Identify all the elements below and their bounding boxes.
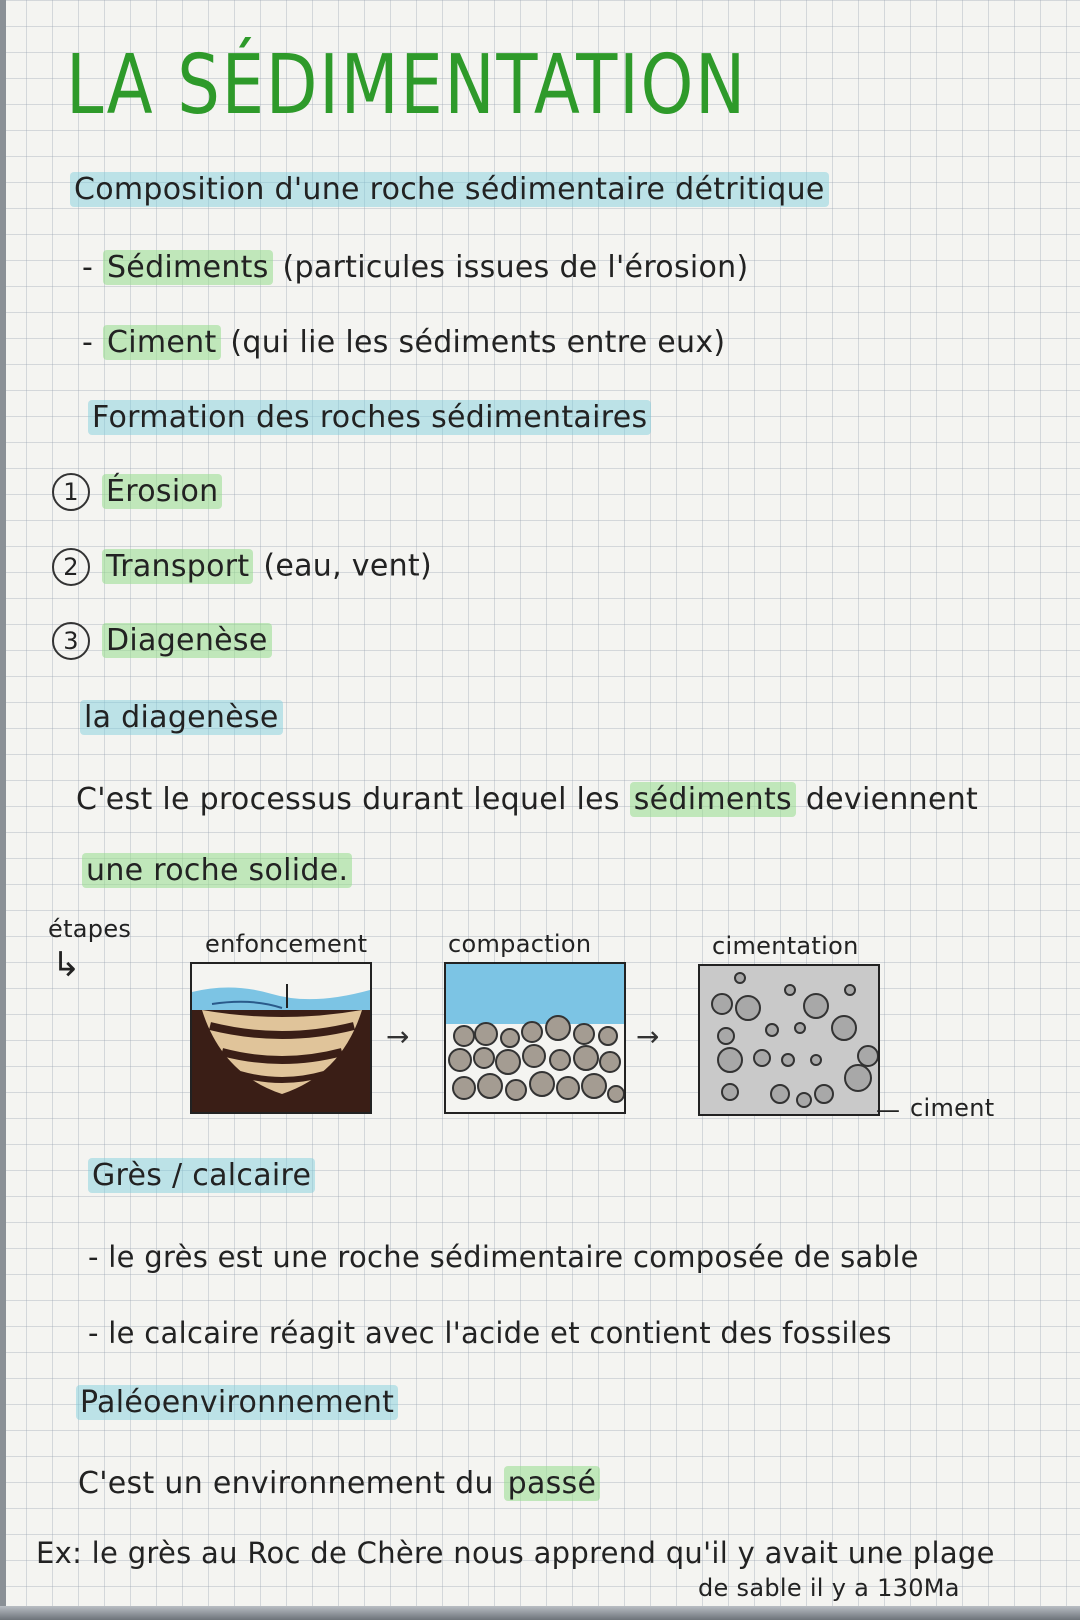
arrow-right-icon: → <box>386 1020 410 1053</box>
step-label-3: Diagenèse <box>102 623 272 658</box>
ciment-term: Ciment <box>103 325 221 360</box>
stage-label-compaction: compaction <box>448 930 592 958</box>
enfoncement-illustration <box>192 964 370 1112</box>
composition-heading-text: Composition d'une roche sédimentaire détritique <box>70 172 829 207</box>
diagram-cimentation <box>698 964 880 1116</box>
step-desc-2: (eau, vent) <box>263 548 432 584</box>
ciment-label: ciment <box>910 1094 995 1122</box>
formation-step-2 <box>52 548 432 586</box>
step-number-2: 2 <box>52 548 90 586</box>
composition-heading <box>70 172 829 207</box>
step-label-1: Érosion <box>102 474 222 509</box>
paleo-example-line1: Ex: le grès au Roc de Chère nous apprend qu'il y avait une plage <box>36 1536 995 1570</box>
cimentation-illustration <box>700 966 878 1114</box>
bullet-dash: - <box>82 250 103 285</box>
diagram-enfoncement <box>190 962 372 1114</box>
gres-line-1: - le grès est une roche sédimentaire composée de sable <box>88 1240 919 1274</box>
stage-label-cimentation: cimentation <box>712 932 859 960</box>
compaction-illustration <box>446 964 624 1112</box>
def-text-2: deviennent <box>805 782 979 817</box>
page-bottom-edge <box>0 1606 1080 1620</box>
def-highlight-sediments: sédiments <box>630 782 796 817</box>
formation-step-3 <box>52 622 272 660</box>
diagram-compaction <box>444 962 626 1114</box>
def-highlight-roche: une roche solide. <box>82 853 352 888</box>
ciment-desc: (qui lie les sédiments entre eux) <box>230 325 726 360</box>
step-number-3: 3 <box>52 622 90 660</box>
composition-item-sediments <box>82 250 749 285</box>
diagenese-heading <box>80 700 283 735</box>
formation-step-1 <box>52 473 222 511</box>
paleo-def-text: C'est un environnement du <box>78 1466 494 1501</box>
composition-item-ciment <box>82 325 725 360</box>
paleo-heading <box>76 1385 398 1420</box>
step-label-2: Transport <box>102 549 253 584</box>
diagenese-definition-line2 <box>82 853 352 888</box>
page-left-edge <box>0 0 6 1620</box>
bullet-dash: - <box>82 325 103 360</box>
gres-heading <box>88 1158 315 1193</box>
paleo-heading-text: Paléoenvironnement <box>76 1385 398 1420</box>
diagenese-heading-text: la diagenèse <box>80 700 283 735</box>
formation-heading <box>88 400 651 435</box>
formation-heading-text: Formation des roches sédimentaires <box>88 400 651 435</box>
paleo-def-highlight: passé <box>504 1466 601 1501</box>
sediments-term: Sédiments <box>103 250 273 285</box>
ciment-pointer-line: — <box>876 1096 901 1124</box>
stage-label-enfoncement: enfoncement <box>205 930 368 958</box>
gres-line-2: - le calcaire réagit avec l'acide et contient des fossiles <box>88 1316 892 1350</box>
steps-label: étapes <box>48 915 132 943</box>
def-text-1: C'est le processus durant lequel les <box>76 782 620 817</box>
sediments-desc: (particules issues de l'érosion) <box>282 250 749 285</box>
diagenese-definition-line1 <box>76 782 978 817</box>
page-title: LA SÉDIMENTATION <box>66 38 747 133</box>
paleo-definition <box>78 1466 600 1501</box>
gres-heading-text: Grès / calcaire <box>88 1158 315 1193</box>
step-number-1: 1 <box>52 473 90 511</box>
arrow-right-icon: → <box>636 1020 660 1053</box>
steps-arrow-icon: ↳ <box>52 945 81 985</box>
paleo-example-line2: de sable il y a 130Ma <box>698 1574 960 1602</box>
